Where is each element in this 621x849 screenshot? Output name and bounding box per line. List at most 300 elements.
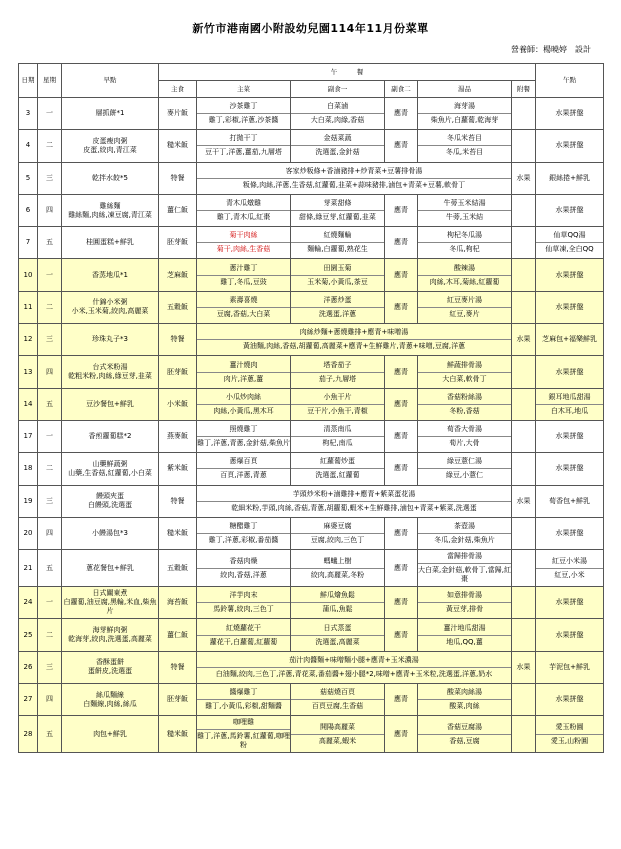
side1-cell-dish: 紅燒麵輪	[291, 229, 384, 243]
snack-ingredients: 愛玉,山粉圓	[550, 736, 589, 745]
snack-ingredients: 白木耳,地瓜	[550, 406, 589, 415]
side2-cell: 應青	[385, 619, 418, 651]
menu-row	[19, 162, 604, 194]
side2-cell: 應青	[385, 291, 418, 323]
staple-cell: 芝麻飯	[159, 259, 197, 291]
extra-cell	[512, 420, 536, 452]
snack-cell	[536, 453, 604, 485]
side1-cell-dish: 田園玉菊	[291, 262, 384, 276]
breakfast-dish: 蔥花餐包+鮮乳	[86, 563, 134, 572]
snack-cell	[536, 98, 604, 130]
side1-cell-dish: 白菜滷	[291, 100, 384, 114]
soup-cell-ingredients: 柴魚片,白蘿蔔,乾海芽	[430, 116, 499, 125]
main-cell-dish: 薑汁燒肉	[197, 359, 290, 373]
main-cell	[197, 291, 291, 323]
main-cell	[197, 517, 291, 549]
side1-cell-ingredients: 豆腐,絞肉,三色丁	[310, 536, 365, 544]
breakfast-cell	[62, 388, 159, 420]
breakfast-ingredients: 白饅頭,洗選蛋	[87, 501, 133, 510]
extra-cell: 水果	[512, 485, 536, 517]
main-cell-dish: 醬爆雞丁	[197, 686, 290, 700]
soup-cell	[418, 517, 512, 549]
main-cell	[197, 98, 291, 130]
breakfast-ingredients: 蛋餅皮,洗選蛋	[87, 667, 133, 676]
breakfast-cell	[62, 453, 159, 485]
breakfast-cell	[62, 716, 159, 753]
menu-row	[19, 130, 604, 162]
soup-cell	[418, 388, 512, 420]
side1-cell-ingredients: 洗選蛋,金針菇	[315, 148, 360, 157]
staple-cell: 胚芽飯	[159, 227, 197, 259]
side1-cell-ingredients: 蒲瓜,魚鬆	[322, 605, 353, 614]
main-cell	[197, 420, 291, 452]
weekday-cell: 三	[38, 485, 62, 517]
snack-cell	[536, 259, 604, 291]
snack-dish: 水果拼盤	[555, 206, 584, 215]
staple-cell: 糙米飯	[159, 517, 197, 549]
date-cell: 24	[19, 587, 38, 619]
soup-cell-ingredients: 冬粉,香菇	[449, 406, 480, 415]
date-cell: 20	[19, 517, 38, 549]
header-soup: 湯品	[418, 81, 512, 98]
breakfast-cell	[62, 550, 159, 587]
soup-cell-dish: 茶壺湯	[418, 520, 511, 534]
extra-cell: 水果	[512, 162, 536, 194]
date-cell: 14	[19, 388, 38, 420]
snack-cell	[536, 651, 604, 683]
breakfast-dish: 雞絲麵	[99, 201, 121, 210]
header-breakfast: 早點	[62, 64, 159, 98]
staple-cell: 特餐	[159, 162, 197, 194]
extra-cell: 水果	[512, 651, 536, 683]
breakfast-cell	[62, 619, 159, 651]
header-date: 日期	[19, 64, 38, 98]
menu-row	[19, 619, 604, 651]
menu-row	[19, 259, 604, 291]
header-snack: 午點	[536, 64, 604, 98]
side1-cell-ingredients: 麵輪,白蘿蔔,熟花生	[307, 245, 368, 254]
special-meal-dishes: 客家炒粄條+香滷豬排+炒青菜+豆薯排骨湯	[197, 165, 511, 179]
menu-row	[19, 485, 604, 517]
side1-cell	[291, 453, 385, 485]
snack-cell	[536, 324, 604, 356]
breakfast-cell	[62, 420, 159, 452]
staple-cell: 糙米飯	[159, 130, 197, 162]
breakfast-dish: 日式關東煮	[92, 589, 128, 598]
side2-cell: 應青	[385, 517, 418, 549]
breakfast-dish: 絲瓜麵線	[96, 690, 124, 699]
soup-cell-dish: 海芽湯	[418, 100, 511, 114]
weekday-cell: 五	[38, 716, 62, 753]
soup-cell	[418, 291, 512, 323]
side1-cell	[291, 420, 385, 452]
date-cell: 21	[19, 550, 38, 587]
designer-note: 營養師：楊曉婷 設計	[511, 45, 591, 54]
snack-dish: 芋泥包+鮮乳	[549, 662, 590, 671]
snack-dish: 水果拼盤	[555, 109, 584, 118]
snack-cell	[536, 227, 604, 259]
side1-cell-ingredients: 高麗菜,蝦米	[318, 736, 357, 745]
main-cell	[197, 619, 291, 651]
weekday-cell: 二	[38, 291, 62, 323]
soup-cell	[418, 98, 512, 130]
menu-row	[19, 98, 604, 130]
staple-cell: 海苔飯	[159, 587, 197, 619]
staple-cell: 小米飯	[159, 388, 197, 420]
main-cell-dish: 蔥汁雞丁	[197, 262, 290, 276]
side1-cell-ingredients: 洗選蛋,紅蘿蔔	[315, 471, 360, 480]
side2-cell: 應青	[385, 227, 418, 259]
breakfast-ingredients: 白蘿蔔,油豆腐,黑輪,米血,柴魚片	[63, 598, 157, 616]
menu-row	[19, 420, 604, 452]
snack-dish: 水果拼盤	[555, 302, 584, 311]
main-cell-ingredients: 雞丁,彩椒,洋蔥,沙茶醬	[208, 116, 279, 125]
main-cell-dish: 青木瓜燉雞	[197, 197, 290, 211]
breakfast-ingredients: 乾海芽,絞肉,洗選蛋,高麗菜	[68, 635, 152, 644]
snack-cell	[536, 485, 604, 517]
extra-cell: 水果	[512, 324, 536, 356]
snack-dish: 愛玉粉圓	[536, 721, 603, 735]
extra-cell	[512, 356, 536, 388]
weekday-cell: 三	[38, 324, 62, 356]
breakfast-dish: 山藥鮮蔬粥	[92, 459, 128, 468]
breakfast-cell	[62, 587, 159, 619]
snack-ingredients: 仙草凍,全白QQ	[545, 245, 594, 254]
side1-cell-ingredients: 甜條,綠豆芽,紅蘿蔔,韭菜	[299, 213, 376, 222]
header-main: 主菜	[197, 81, 291, 98]
soup-cell-ingredients: 大白菜,金針菇,軟骨丁,當歸,紅棗	[418, 566, 511, 584]
side2-cell: 應青	[385, 716, 418, 753]
extra-cell	[512, 517, 536, 549]
side2-cell: 應青	[385, 684, 418, 716]
menu-row	[19, 291, 604, 323]
extra-cell	[512, 619, 536, 651]
breakfast-ingredients: 皮蛋,絞肉,青江菜	[83, 145, 137, 154]
main-cell	[197, 194, 291, 226]
snack-dish: 水果拼盤	[555, 598, 584, 607]
side1-cell-dish: 菇菇燒百頁	[291, 686, 384, 700]
side1-cell-dish: 清蒸南瓜	[291, 423, 384, 437]
breakfast-ingredients: 雞絲麵,肉絲,凍豆腐,青江菜	[68, 210, 152, 219]
extra-cell	[512, 227, 536, 259]
snack-cell	[536, 550, 604, 587]
side1-cell	[291, 98, 385, 130]
soup-cell	[418, 356, 512, 388]
soup-cell-dish: 牛蒡玉米結湯	[418, 197, 511, 211]
main-cell-dish: 紅燒蘿花干	[197, 622, 290, 636]
main-cell-ingredients: 馬鈴薯,絞肉,三色丁	[213, 605, 274, 614]
snack-cell	[536, 716, 604, 753]
snack-cell	[536, 194, 604, 226]
soup-cell-ingredients: 綠豆,小薏仁	[445, 471, 484, 480]
soup-cell-ingredients: 冬瓜,枸杞	[449, 245, 480, 254]
menu-row	[19, 587, 604, 619]
menu-row	[19, 517, 604, 549]
soup-cell	[418, 194, 512, 226]
breakfast-cell	[62, 517, 159, 549]
side1-cell-dish: 鮮瓜燴魚鬆	[291, 589, 384, 603]
soup-cell	[418, 716, 512, 753]
date-cell: 7	[19, 227, 38, 259]
header-side1: 副食一	[291, 81, 385, 98]
side2-cell: 應青	[385, 130, 418, 162]
soup-cell	[418, 227, 512, 259]
side1-cell	[291, 550, 385, 587]
main-cell-ingredients: 雞丁,洋蔥,馬鈴薯,紅蘿蔔,咖哩粉	[197, 732, 290, 750]
extra-cell	[512, 194, 536, 226]
soup-cell-dish: 冬瓜米苔目	[418, 132, 511, 146]
main-cell-dish: 小瓜炒肉絲	[197, 391, 290, 405]
main-cell-ingredients: 豆腐,香菇,大白菜	[216, 309, 271, 318]
soup-cell-ingredients: 黃豆芽,排骨	[445, 605, 484, 614]
main-cell-ingredients: 雞丁,洋蔥,彩椒,番茄醬	[208, 536, 279, 544]
snack-dish: 水果拼盤	[555, 529, 584, 537]
extra-cell	[512, 684, 536, 716]
staple-cell: 特餐	[159, 324, 197, 356]
main-cell	[197, 716, 291, 753]
main-cell	[197, 550, 291, 587]
main-cell-dish: 打拋干丁	[197, 132, 290, 146]
breakfast-cell	[62, 651, 159, 683]
main-cell-ingredients: 肉絲,小黃瓜,黑木耳	[213, 406, 274, 415]
soup-cell	[418, 587, 512, 619]
side1-cell-ingredients: 枸杞,南瓜	[322, 439, 353, 448]
side1-cell-ingredients: 大白菜,肉綠,香菇	[310, 116, 365, 125]
breakfast-dish: 層抓餅*1	[95, 109, 125, 118]
date-cell: 25	[19, 619, 38, 651]
main-cell-dish: 洋芋肉末	[197, 589, 290, 603]
menu-row	[19, 388, 604, 420]
weekday-cell: 五	[38, 388, 62, 420]
main-cell-ingredients: 雞丁,洋蔥,青蔥,金針菇,柴魚片	[197, 439, 290, 448]
snack-cell	[536, 130, 604, 162]
side1-cell-ingredients: 百頁豆腐,生香菇	[311, 702, 364, 711]
date-cell: 28	[19, 716, 38, 753]
side1-cell-ingredients: 玉米菊,小黃瓜,茶豆	[307, 277, 368, 286]
extra-cell	[512, 716, 536, 753]
weekday-cell: 四	[38, 356, 62, 388]
staple-cell: 特餐	[159, 485, 197, 517]
breakfast-ingredients: 小米,玉米菊,絞肉,高麗菜	[71, 307, 149, 316]
main-cell-dish: 菊干肉絲	[197, 229, 290, 243]
side1-cell	[291, 517, 385, 549]
weekday-cell: 五	[38, 550, 62, 587]
soup-cell-ingredients: 大白菜,軟骨丁	[442, 374, 487, 383]
extra-cell	[512, 550, 536, 587]
weekday-cell: 一	[38, 259, 62, 291]
breakfast-ingredients: 乾粗米粉,肉絲,綠豆芽,韭菜	[68, 372, 152, 381]
weekday-cell: 五	[38, 227, 62, 259]
weekday-cell: 三	[38, 651, 62, 683]
date-cell: 18	[19, 453, 38, 485]
breakfast-cell	[62, 324, 159, 356]
main-cell-ingredients: 絞肉,香菇,洋蔥	[220, 570, 267, 579]
weekday-cell: 一	[38, 420, 62, 452]
side2-cell: 應青	[385, 453, 418, 485]
breakfast-cell	[62, 684, 159, 716]
breakfast-cell	[62, 194, 159, 226]
main-cell-dish: 照燒雞丁	[197, 423, 290, 437]
snack-cell	[536, 388, 604, 420]
soup-cell-ingredients: 紅豆,麥片	[449, 309, 480, 318]
soup-cell-dish: 紅豆麥片湯	[418, 294, 511, 308]
side1-cell-dish: 麻婆豆腐	[291, 520, 384, 534]
weekday-cell: 四	[38, 194, 62, 226]
breakfast-dish: 台式米粉湯	[92, 363, 128, 372]
snack-cell	[536, 619, 604, 651]
side1-cell	[291, 619, 385, 651]
soup-cell	[418, 684, 512, 716]
snack-cell	[536, 587, 604, 619]
main-cell	[197, 130, 291, 162]
staple-cell: 燕麥飯	[159, 420, 197, 452]
extra-cell	[512, 130, 536, 162]
weekday-cell: 一	[38, 98, 62, 130]
main-cell	[197, 453, 291, 485]
special-meal-ingredients: 粄條,肉絲,洋蔥,生香菇,紅蘿蔔,韭菜+蒜味豬排,滷包+青菜+豆薯,軟骨丁	[242, 180, 466, 189]
snack-dish: 水果拼盤	[555, 464, 584, 473]
side1-cell	[291, 684, 385, 716]
soup-cell-ingredients: 地瓜,QQ,薑	[446, 637, 483, 646]
snack-cell	[536, 291, 604, 323]
main-cell-ingredients: 肉片,洋蔥,薑	[223, 374, 264, 383]
side2-cell: 應青	[385, 587, 418, 619]
snack-dish: 紅豆小米湯	[536, 555, 603, 569]
side2-cell: 應青	[385, 194, 418, 226]
special-meal-dishes: 茄汁肉醬麵+味噌麵小腿+應青+玉米濃湯	[197, 654, 511, 668]
breakfast-cell	[62, 162, 159, 194]
date-cell: 27	[19, 684, 38, 716]
snack-dish: 水果拼盤	[555, 367, 584, 376]
breakfast-cell	[62, 291, 159, 323]
date-cell: 13	[19, 356, 38, 388]
menu-row	[19, 651, 604, 683]
soup-cell-ingredients: 肉絲,木耳,菊絲,紅蘿蔔	[429, 277, 500, 286]
menu-row	[19, 684, 604, 716]
main-cell	[197, 259, 291, 291]
snack-cell	[536, 162, 604, 194]
special-meal-cell	[197, 485, 512, 517]
side1-cell	[291, 587, 385, 619]
soup-cell-dish: 荀香大骨湯	[418, 423, 511, 437]
soup-cell-dish: 綠豆薏仁湯	[418, 455, 511, 469]
special-meal-cell	[197, 324, 512, 356]
soup-cell-dish: 當歸排骨湯	[418, 550, 511, 564]
breakfast-dish: 香酥蛋餅	[96, 658, 124, 667]
main-cell-dish: 沙茶雞丁	[197, 100, 290, 114]
soup-cell	[418, 420, 512, 452]
main-cell-ingredients: 雞丁,青木瓜,紅棗	[216, 213, 271, 222]
main-cell-ingredients: 百頁,洋蔥,青蔥	[220, 471, 267, 480]
breakfast-dish: 海芽鮮肉粥	[92, 626, 128, 635]
menu-body	[19, 98, 604, 753]
weekday-cell: 三	[38, 162, 62, 194]
main-cell-ingredients: 豆干丁,洋蔥,薑茄,九層塔	[205, 148, 282, 157]
main-cell-dish: 糖醋雞丁	[197, 520, 290, 534]
main-cell-dish: 咖哩雞	[197, 716, 290, 730]
snack-cell	[536, 356, 604, 388]
staple-cell: 五穀飯	[159, 291, 197, 323]
main-cell-ingredients: 雞丁,小黃瓜,彩椒,甜麵醬	[205, 702, 282, 711]
breakfast-dish: 皮蛋瘦肉粥	[92, 136, 128, 145]
header-extra: 附餐	[512, 81, 536, 98]
side1-cell-dish: 日式蒸蛋	[291, 622, 384, 636]
snack-dish: 水果拼盤	[555, 432, 584, 441]
soup-cell	[418, 130, 512, 162]
breakfast-cell	[62, 356, 159, 388]
soup-cell	[418, 453, 512, 485]
side1-cell	[291, 356, 385, 388]
main-cell	[197, 684, 291, 716]
snack-dish: 水果拼盤	[555, 630, 584, 639]
date-cell: 19	[19, 485, 38, 517]
soup-cell-dish: 酸辣湯	[418, 262, 511, 276]
breakfast-dish: 乾拌水餃*5	[92, 173, 128, 182]
snack-dish: 芝麻包+福樂鮮乳	[542, 335, 597, 344]
side1-cell-ingredients: 洗選蛋,高麗菜	[315, 637, 360, 646]
date-cell: 3	[19, 98, 38, 130]
breakfast-dish: 珍珠丸子*3	[92, 335, 128, 344]
extra-cell	[512, 388, 536, 420]
staple-cell: 糙米飯	[159, 716, 197, 753]
special-meal-dishes: 芋頭炒米粉+滷雞排+應青+紫菜蛋花湯	[197, 488, 511, 502]
weekday-cell: 四	[38, 684, 62, 716]
side1-cell-dish: 開陽高麗菜	[291, 721, 384, 735]
side1-cell-dish: 芽菜甜條	[291, 197, 384, 211]
side1-cell-ingredients: 豆干片,小魚干,青椒	[307, 406, 368, 415]
main-cell-ingredients: 蘿花干,白蘿蔔,紅蘿蔔	[209, 637, 278, 646]
soup-cell-dish: 枸杞冬瓜湯	[418, 229, 511, 243]
side1-cell-dish: 螞蟻上樹	[291, 555, 384, 569]
breakfast-cell	[62, 227, 159, 259]
soup-cell-ingredients: 酸菜,肉絲	[449, 702, 480, 711]
header-lunch: 午 餐	[159, 64, 536, 81]
header-staple: 主食	[159, 81, 197, 98]
soup-cell-ingredients: 牛蒡,玉米結	[445, 213, 484, 222]
breakfast-cell	[62, 98, 159, 130]
soup-cell	[418, 550, 512, 587]
staple-cell: 麥片飯	[159, 98, 197, 130]
soup-cell-dish: 香菇豆腐湯	[418, 721, 511, 735]
breakfast-dish: 什錦小米粥	[92, 298, 128, 307]
breakfast-ingredients: 白麵線,肉絲,絲瓜	[83, 699, 137, 708]
side1-cell-dish: 洋蔥炒蛋	[291, 294, 384, 308]
side2-cell: 應青	[385, 388, 418, 420]
side1-cell-ingredients: 茄子,九層塔	[318, 374, 357, 383]
soup-cell	[418, 619, 512, 651]
menu-row	[19, 194, 604, 226]
side1-cell	[291, 388, 385, 420]
snack-cell	[536, 420, 604, 452]
weekday-cell: 二	[38, 130, 62, 162]
breakfast-ingredients: 山藥,生香菇,紅蘿蔔,小白菜	[68, 468, 152, 477]
soup-cell-dish: 香菇粉絲湯	[418, 391, 511, 405]
snack-dish: 荀香包+鮮乳	[549, 496, 590, 505]
side2-cell: 應青	[385, 550, 418, 587]
main-cell-dish: 蔥爆百頁	[197, 455, 290, 469]
snack-dish: 水果拼盤	[555, 141, 584, 150]
date-cell: 12	[19, 324, 38, 356]
breakfast-cell	[62, 485, 159, 517]
staple-cell: 胚芽飯	[159, 684, 197, 716]
snack-dish: 銀耳地瓜甜湯	[536, 391, 603, 405]
snack-dish: 銀絲捲+鮮乳	[549, 173, 590, 182]
side1-cell	[291, 227, 385, 259]
date-cell: 26	[19, 651, 38, 683]
staple-cell: 胚芽飯	[159, 356, 197, 388]
staple-cell: 紫米飯	[159, 453, 197, 485]
date-cell: 11	[19, 291, 38, 323]
